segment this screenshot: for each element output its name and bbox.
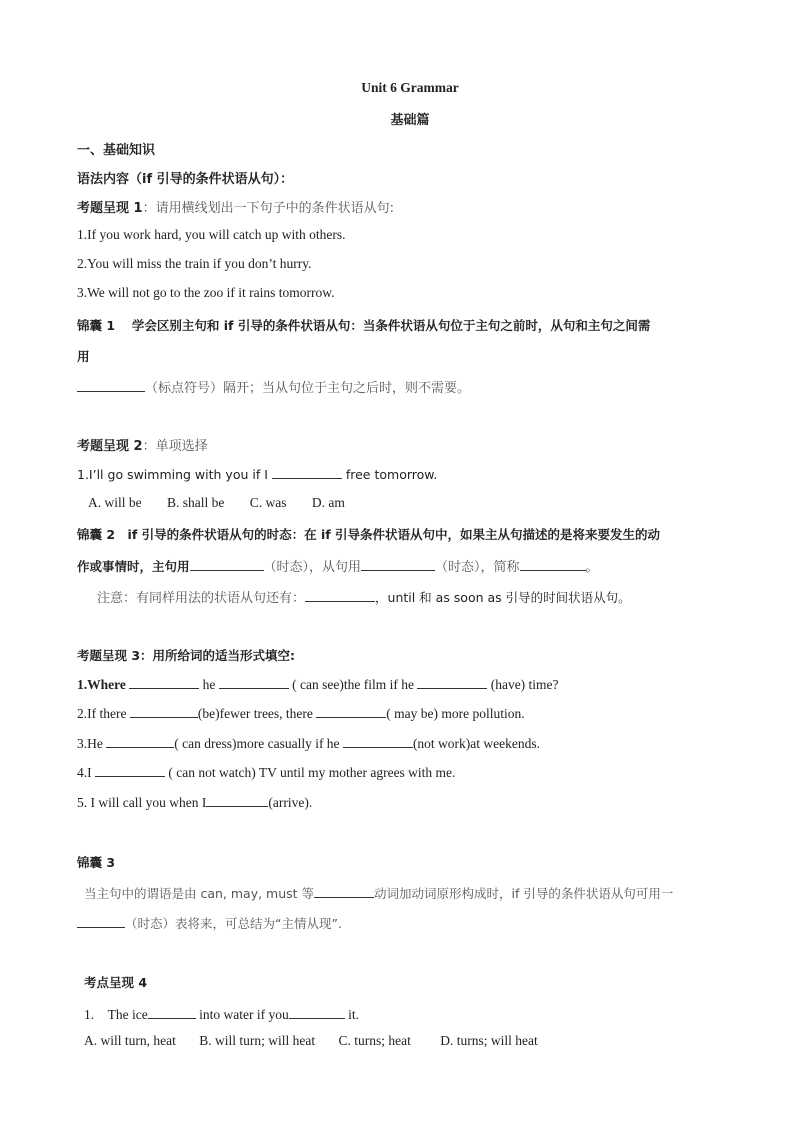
question-4-heading: 考点呈现 4 [84,975,148,990]
question-1-item-1: 1.If you work hard, you will catch up with others. [77,227,346,242]
question-3-heading: 考题呈现 3：用所给词的适当形式填空: [77,648,296,663]
answer-blank[interactable] [148,1006,196,1019]
q3-item5-b: (arrive). [268,795,313,810]
question-3-item-2 [77,705,525,722]
question-1-instruction: ：请用横线划出一下句子中的条件状语从句: [142,201,394,216]
tip-2-text-c: （时态），简称 [435,560,520,575]
tip-2-text-d: 。 [585,559,599,574]
option-d[interactable]: D. turns; will heat [440,1033,538,1048]
question-1-item-2: 2.You will miss the train if you don’t hurry. [77,256,312,271]
tip-3-text-b: 动词加动词原形构成时，if 引导的条件状语从句可用一 [374,886,674,901]
option-b[interactable]: B. will turn; will heat [199,1033,316,1048]
question-1-heading [77,197,394,216]
page-subtitle: 基础篇 [390,113,430,128]
answer-blank[interactable] [130,705,198,718]
q4-text-b: into water if you [195,1007,289,1022]
tip-2-note [97,587,631,606]
question-1-item-3: 3.We will not go to the zoo if it rains tomorrow. [77,285,335,300]
question-3-item-1 [77,676,559,693]
answer-blank[interactable] [314,885,374,898]
option-a[interactable]: A. will turn, heat [84,1033,176,1048]
question-4-item [84,1003,359,1023]
q3-item3-a: 3.He [77,736,107,751]
q3-item2-b: (be)fewer trees, there [197,706,317,721]
answer-blank[interactable] [343,735,413,748]
tip-3-line-2 [77,914,342,932]
answer-blank[interactable] [520,558,586,571]
tip-3-label: 锦囊 3 [77,855,116,870]
answer-blank[interactable] [417,676,487,689]
question-2-text-b: free tomorrow. [341,467,438,482]
question-4-options [84,1033,560,1049]
answer-blank[interactable] [206,794,268,807]
question-2-text-a: 1.I’ll go swimming with you if I [77,467,272,482]
question-2-instruction: ：单项选择 [142,439,208,454]
answer-blank[interactable] [190,558,264,571]
tip-2-line-2 [77,556,598,575]
answer-blank[interactable] [106,735,174,748]
q3-item3-b: ( can dress)more casually if he [174,736,343,751]
question-2-item [77,466,437,482]
option-c[interactable]: C. turns; heat [338,1033,411,1048]
question-3-item-3 [77,735,540,752]
answer-blank[interactable] [129,676,199,689]
answer-blank[interactable] [219,676,289,689]
option-a[interactable]: A. will be [88,495,142,510]
q3-item3-c: (not work)at weekends. [412,736,541,751]
question-3-item-4 [77,764,455,781]
answer-blank[interactable] [77,379,145,392]
question-2-options [88,495,367,511]
answer-blank[interactable] [289,1006,345,1019]
tip-2-text-b: （时态），从句用 [263,560,362,575]
q3-item1-c: ( can see)the film if he [288,677,418,692]
option-b[interactable]: B. shall be [167,495,225,510]
tip-3-text-c: （时态）表将来，可总结为“主情从现”. [125,916,342,931]
question-3-item-5 [77,794,312,811]
grammar-content-heading: 语法内容（if 引导的条件状语从句）： [77,172,294,187]
tip-2-note-b: ，until 和 as soon as 引导的时间状语从句。 [375,590,631,605]
answer-blank[interactable] [95,764,165,777]
tip-3-text-a: 当主句中的谓语是由 can, may, must 等 [84,886,315,901]
tip-1-line-3-text: （标点符号）隔开；当从句位于主句之后时，则不需要。 [145,381,471,396]
q3-item4-a: 4.I [77,765,95,780]
tip-1-line-2: 用 [77,349,90,364]
q3-item4-b: ( can not watch) TV until my mother agrees with me. [165,765,456,780]
answer-blank[interactable] [361,558,435,571]
q3-item2-a: 2.If there [77,706,130,721]
q3-item1-b: he [199,677,219,692]
q3-item5-a: 5. I will call you when I [77,795,207,810]
section-heading: 一、基础知识 [77,143,156,158]
answer-blank[interactable] [316,705,386,718]
q3-item1-a: 1.Where [77,677,130,692]
tip-3-line-1 [84,884,673,902]
tip-1-line-3 [77,377,470,396]
answer-blank[interactable] [305,589,375,602]
page-title: Unit 6 Grammar [361,80,459,95]
tip-2-line-1: 锦囊 2 if 引导的条件状语从句的时态：在 if 引导条件状语从句中，如果主从句描述的是将来要发生的动 [77,527,661,542]
option-c[interactable]: C. was [249,495,287,510]
answer-blank[interactable] [272,466,342,479]
tip-2-text-a: 作或事情时，主句用 [77,559,190,574]
tip-2-note-a: 注意：有同样用法的状语从句还有： [97,591,306,606]
question-2-label: 考题呈现 2 [77,439,143,454]
tip-1-line-1: 锦囊 1 学会区别主句和 if 引导的条件状语从句：当条件状语从句位于主句之前时，从句和主句之间需 [77,318,651,333]
answer-blank[interactable] [77,915,125,928]
question-1-label: 考题呈现 1 [77,201,143,216]
question-2-heading [77,435,208,454]
q3-item2-c: ( may be) more pollution. [386,706,525,721]
q4-text-c: it. [344,1007,359,1022]
option-d[interactable]: D. am [311,495,345,510]
q3-item1-d: (have) time? [487,677,559,692]
q4-text-a: 1. The ice [84,1007,148,1022]
